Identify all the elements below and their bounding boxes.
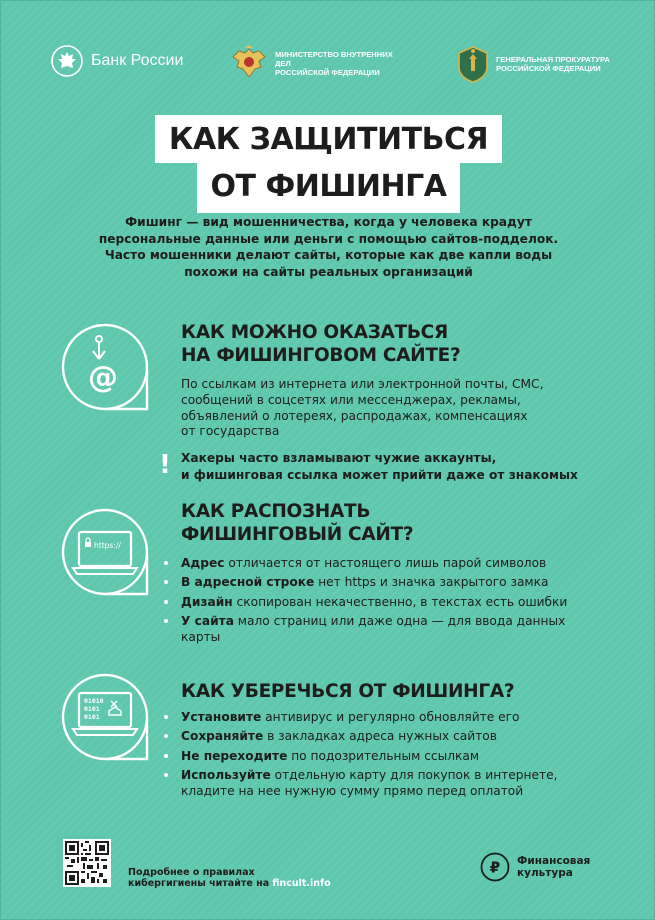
section3-heading: [181, 680, 514, 703]
laptop-lock-icon: [59, 506, 151, 598]
mvd-text: [275, 50, 405, 77]
section2-heading-line2: ФИШИНГОВЫЙ САЙТ?: [181, 524, 414, 545]
warning-text: [181, 450, 578, 483]
intro-text: [81, 214, 576, 280]
section1-heading-line1: КАК МОЖНО ОКАЗАТЬСЯ: [181, 322, 448, 343]
mvd-emblem-icon: [229, 45, 269, 81]
ruble-symbol: ₽: [489, 858, 501, 877]
ruble-circle-icon: [480, 852, 510, 882]
section2-heading: [181, 500, 413, 546]
prosecutor-logo: [456, 45, 626, 83]
binary-line3: 0101: [84, 713, 100, 721]
warning-line: Хакеры часто взламывают чужие аккаунты,: [181, 451, 497, 465]
section1-text-line: сообщений в соцсетях или мессенджерах, рекламы,: [181, 392, 521, 407]
svg-text:@: @: [88, 360, 118, 395]
list-item: Установите антивирус и регулярно обновляйте его: [181, 710, 557, 726]
footer-line1: Подробнее о правилах: [128, 867, 255, 878]
section1-text-line: от государства: [181, 424, 280, 439]
section3-heading-line1: КАК УБЕРЕЧЬСЯ ОТ ФИШИНГА?: [181, 681, 515, 702]
list-item: Не переходите по подозрительным ссылкам: [181, 749, 557, 765]
binary-line2: 0101: [84, 705, 100, 713]
intro-line: похожи на сайты реальных организаций: [184, 264, 473, 279]
prosecutor-emblem-icon: [456, 45, 490, 83]
section1-text-line: По ссылкам из интернета или электронной почты, СМС,: [181, 377, 544, 391]
bank-of-russia-logo: [51, 45, 183, 77]
gp-line1: ГЕНЕРАЛЬНАЯ ПРОКУРАТУРА: [496, 55, 610, 64]
title-line1: КАК ЗАЩИТИТЬСЯ: [155, 115, 502, 163]
logos-row: [51, 45, 614, 91]
fincult-line2: культура: [517, 867, 573, 879]
warning-note: [159, 450, 578, 483]
section1-text: [181, 377, 543, 440]
intro-line: Часто мошенники делают сайты, которые как две капли воды: [104, 248, 553, 262]
eagle-emblem-icon: [51, 45, 83, 77]
list-item: Адрес отличается от настоящего лишь парой символов: [181, 556, 567, 572]
qr-code-icon: [65, 841, 109, 885]
intro-line: персональные данные или деньги с помощью сайтов-подделок.: [98, 231, 559, 246]
list-item: Сохраняйте в закладках адреса нужных сайтов: [181, 729, 557, 745]
fincult-text: [517, 855, 590, 879]
fincult-link[interactable]: fincult.info: [272, 878, 331, 889]
mvd-logo: [229, 45, 405, 81]
gp-line2: РОССИЙСКОЙ ФЕДЕРАЦИИ: [496, 64, 601, 73]
section1-heading-line2: НА ФИШИНГОВОМ САЙТЕ?: [181, 345, 461, 366]
intro-line: Фишинг — вид мошенничества, когда у человека крадут: [125, 215, 532, 229]
warning-line: и фишинговая ссылка может прийти даже от знакомых: [181, 467, 578, 482]
exclamation-icon: !: [159, 450, 171, 480]
section3-bullets: [181, 710, 557, 803]
section2-bullets: [181, 556, 567, 649]
mvd-line2: РОССИЙСКОЙ ФЕДЕРАЦИИ: [275, 67, 380, 77]
fincult-line1: Финансовая: [517, 855, 591, 867]
section1-text-line: объявлений о лотереях, распродажах, компенсациях: [181, 408, 528, 423]
footer-note: [128, 867, 331, 889]
list-item: Дизайн скопирован некачественно, в текстах есть ошибки: [181, 594, 568, 609]
laptop-antivirus-icon: [59, 671, 151, 763]
page-title: [1, 115, 655, 213]
bank-name: Банк России: [91, 52, 184, 69]
prosecutor-text: [496, 55, 626, 73]
https-label: https://: [94, 541, 121, 550]
qr-code[interactable]: [63, 839, 111, 887]
section2-heading-line1: КАК РАСПОЗНАТЬ: [181, 501, 371, 522]
footer-line2: кибергигиены читайте на fincult.info: [128, 878, 331, 889]
title-line2: ОТ ФИШИНГА: [197, 163, 461, 213]
list-item: Используйте отдельную карту для покупок в интернете, кладите на нее нужную сумму прямо перед оплатой: [181, 768, 558, 798]
phishing-hook-icon: [59, 321, 151, 413]
fincult-logo: [480, 852, 590, 882]
section1-heading: [181, 321, 460, 367]
mvd-line1: МИНИСТЕРСТВО ВНУТРЕННИХ ДЕЛ: [275, 49, 393, 68]
list-item: В адресной строке нет https и значка закрытого замка: [181, 575, 567, 591]
binary-line1: 01010: [84, 697, 104, 705]
list-item: У сайта мало страниц или даже одна — для ввода данных карты: [181, 614, 566, 644]
